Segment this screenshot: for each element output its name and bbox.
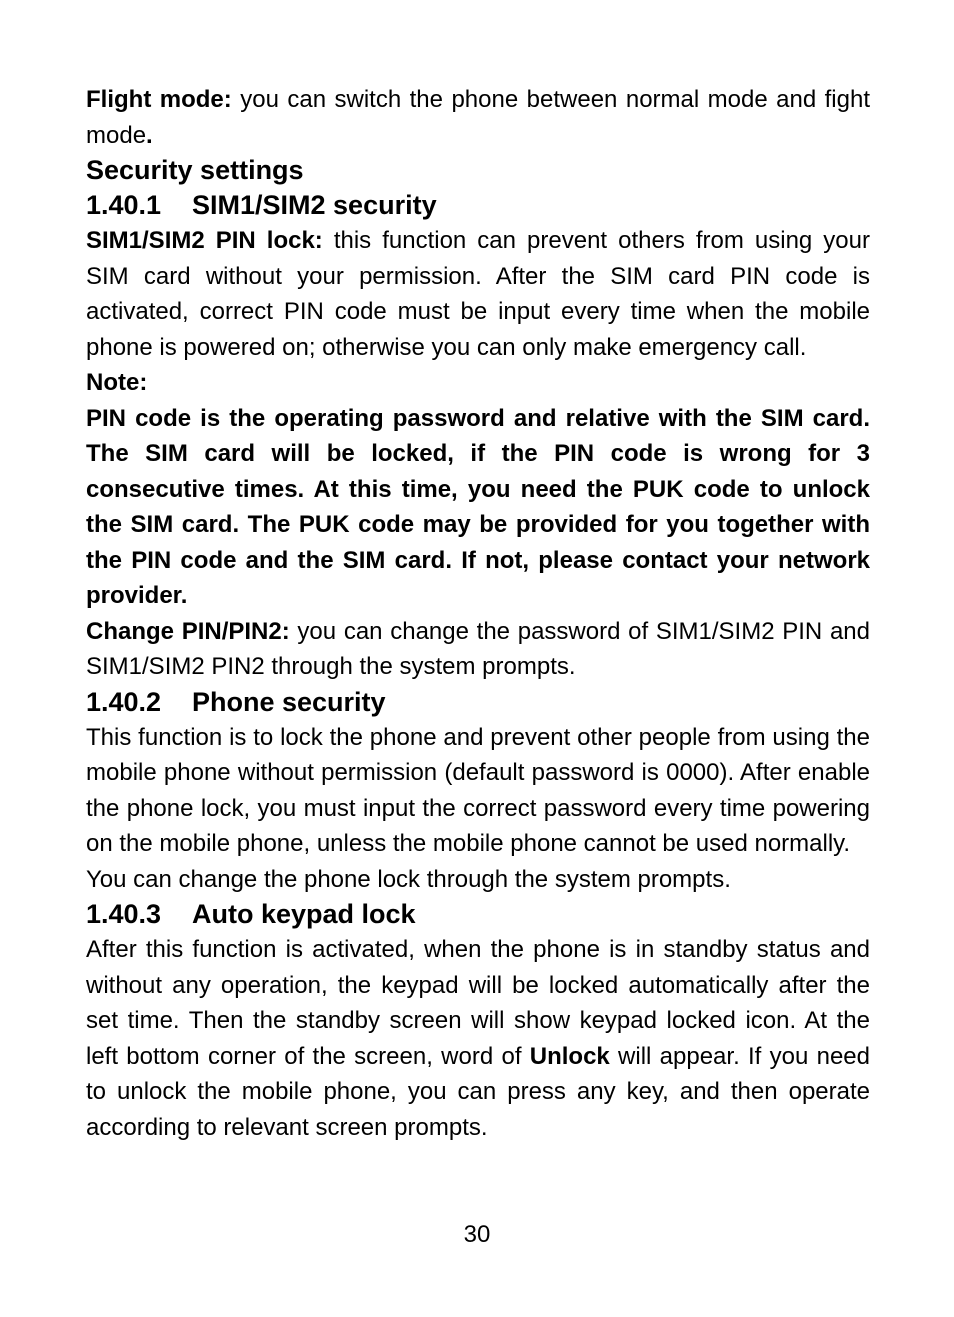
note-label: Note: [86, 369, 148, 396]
page-number: 30 [463, 1221, 491, 1248]
security-settings-heading: Security settings [86, 155, 304, 185]
flight-mode-text: you can switch the phone between normal mode and fight mode [86, 86, 870, 149]
flight-mode-end: . [146, 121, 153, 149]
change-pin-paragraph [86, 614, 870, 685]
section-title: SIM1/SIM2 security [192, 190, 437, 220]
phone-security-paragraph: This function is to lock the phone and prevent other people from using the mobile phone without permission (default password is 0000). After enable the phone lock, you must input the correct password every time powering on the mobile phone, unless the mobile phone cannot be used normally. [86, 723, 870, 857]
unlock-word: Unlock [529, 1042, 610, 1070]
section-heading-auto-keypad-lock [86, 897, 870, 932]
section-heading-sim-security [86, 188, 870, 223]
manual-page [86, 82, 870, 1145]
phone-lock-change-paragraph: You can change the phone lock through the system prompts. [86, 865, 731, 893]
section-number: 1.40.2 [86, 686, 162, 717]
section-heading-phone-security [86, 685, 870, 720]
section-number: 1.40.3 [86, 899, 162, 929]
pin-lock-label: SIM1/SIM2 PIN lock: [86, 227, 323, 254]
change-pin-text: you can change the password of SIM1/SIM2 PIN and SIM1/SIM2 PIN2 through the system prompts. [86, 617, 870, 680]
note-text: PIN code is the operating password and relative with the SIM card. The SIM card will be locked, if the PIN code is wrong for 3 consecutive times. At this time, you need the PUK code to unlock the SIM card. The PUK code may be provided for you together with the PIN code and the SIM card. If not, please contact your network provider. [86, 404, 870, 609]
pin-lock-text: this function can prevent others from using your SIM card without your permission. After the SIM card PIN code is activated, correct PIN code must be input every time when the mobile phone is powered on; otherwise you can only make emergency call. [86, 227, 870, 361]
pin-lock-paragraph [86, 223, 870, 365]
section-title: Auto keypad lock [192, 899, 416, 929]
section-number: 1.40.1 [86, 190, 162, 220]
auto-keypad-text-after: will appear. If you need to unlock the mobile phone, you can press any key, and then operate according to relevant screen prompts. [86, 1042, 870, 1141]
auto-keypad-text-before: After this function is activated, when the phone is in standby status and without any operation, the keypad will be locked automatically after the set time. Then the standby screen will show keypad locked icon. At the left bottom corner of the screen, word of [86, 936, 870, 1070]
section-title: Phone security [192, 686, 386, 717]
auto-keypad-lock-paragraph [86, 932, 870, 1145]
flight-mode-paragraph [86, 82, 870, 153]
change-pin-label: Change PIN/PIN2: [86, 617, 290, 645]
flight-mode-label: Flight mode: [86, 86, 232, 113]
